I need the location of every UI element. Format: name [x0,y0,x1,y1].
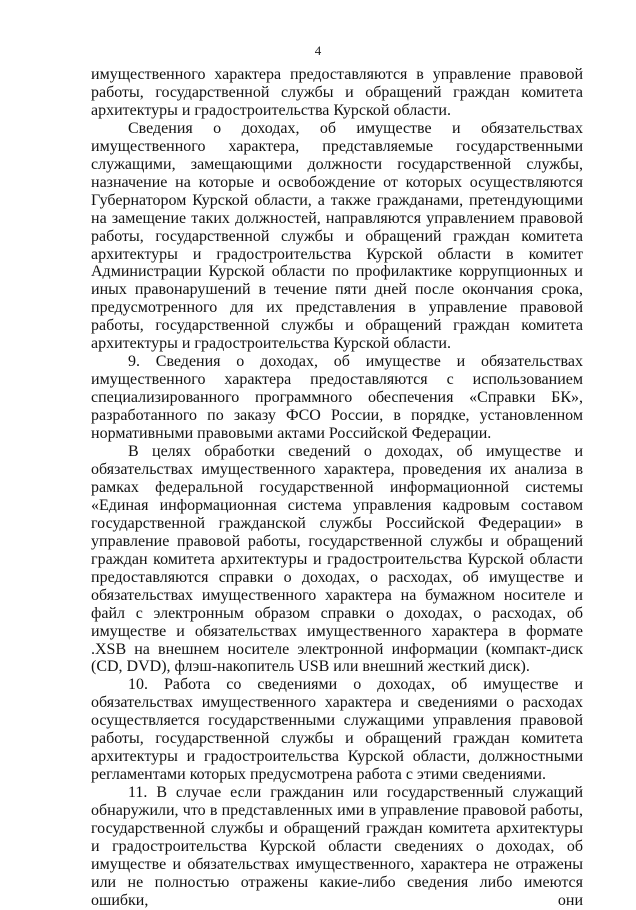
paragraph-item-9: 9. Сведения о доходах, об имуществе и обязательствах имущественного характера предоставляются с использованием специализированного программного обеспечения «Справки БК», разработанного по заказу ФСО России, в порядке, установленном нормативными правовыми актами Российской Федерации. [91,353,583,443]
page-number: 4 [314,43,322,58]
paragraph-continuation: имущественного характера предоставляются в управление правовой работы, государственной службы и обращений граждан комитета архитектуры и градостроительства Курской области. [91,66,583,119]
paragraph-income-info-submission: Сведения о доходах, об имуществе и обязательствах имущественного характера, представляемые государственными служащими, замещающими должности государственной службы, назначение на которые и освобождение от которых осуществляются Губернатором Курской области, а также гражданами, претендующими на замещение таких должностей, направляются управлением правовой работы, государственной службы и обращений граждан комитета архитектуры и градостроительства Курской области в комитет Администрации Курской области по профилактике коррупционных и иных правонарушений в течение пяти дней после окончания срока, предусмотренного для их представления в управление правовой работы, государственной службы и обращений граждан комитета архитектуры и градостроительства Курской области. [91,119,583,353]
document-body [91,66,583,910]
paragraph-item-11: 11. В случае если гражданин или государственный служащий обнаружили, что в представленных ими в управление правовой работы, государственной службы и обращений граждан комитета архитектуры и градостроительства Курской области сведениях о доходах, об имуществе и обязательствах имущественного, характера не отражены или не полностью отражены какие-либо сведения либо имеются ошибки, они [91,784,583,909]
paragraph-processing-purposes: В целях обработки сведений о доходах, об имуществе и обязательствах имущественного характера, проведения их анализа в рамках федеральной государственной информационной системы «Единая информационная система управления кадровым составом государственной гражданской службы Российской Федерации» в управление правовой работы, государственной службы и обращений граждан комитета архитектуры и градостроительства Курской области предоставляются справки о доходах, о расходах, об имуществе и обязательствах имущественного характера на бумажном носителе и файл с электронным образом справки о доходах, о расходах, об имуществе и обязательствах имущественного характера в формате .XSB на внешнем носителе электронной информации (компакт-диск (CD, DVD), флэш-накопитель USB или внешний жесткий диск). [91,443,583,676]
paragraph-item-10: 10. Работа со сведениями о доходах, об имуществе и обязательствах имущественного характера и сведениями о расходах осуществляется государственными служащими управления правовой работы, государственной службы и обращений граждан комитета архитектуры и градостроительства Курской области, должностными регламентами которых предусмотрена работа с этими сведениями. [91,676,583,784]
